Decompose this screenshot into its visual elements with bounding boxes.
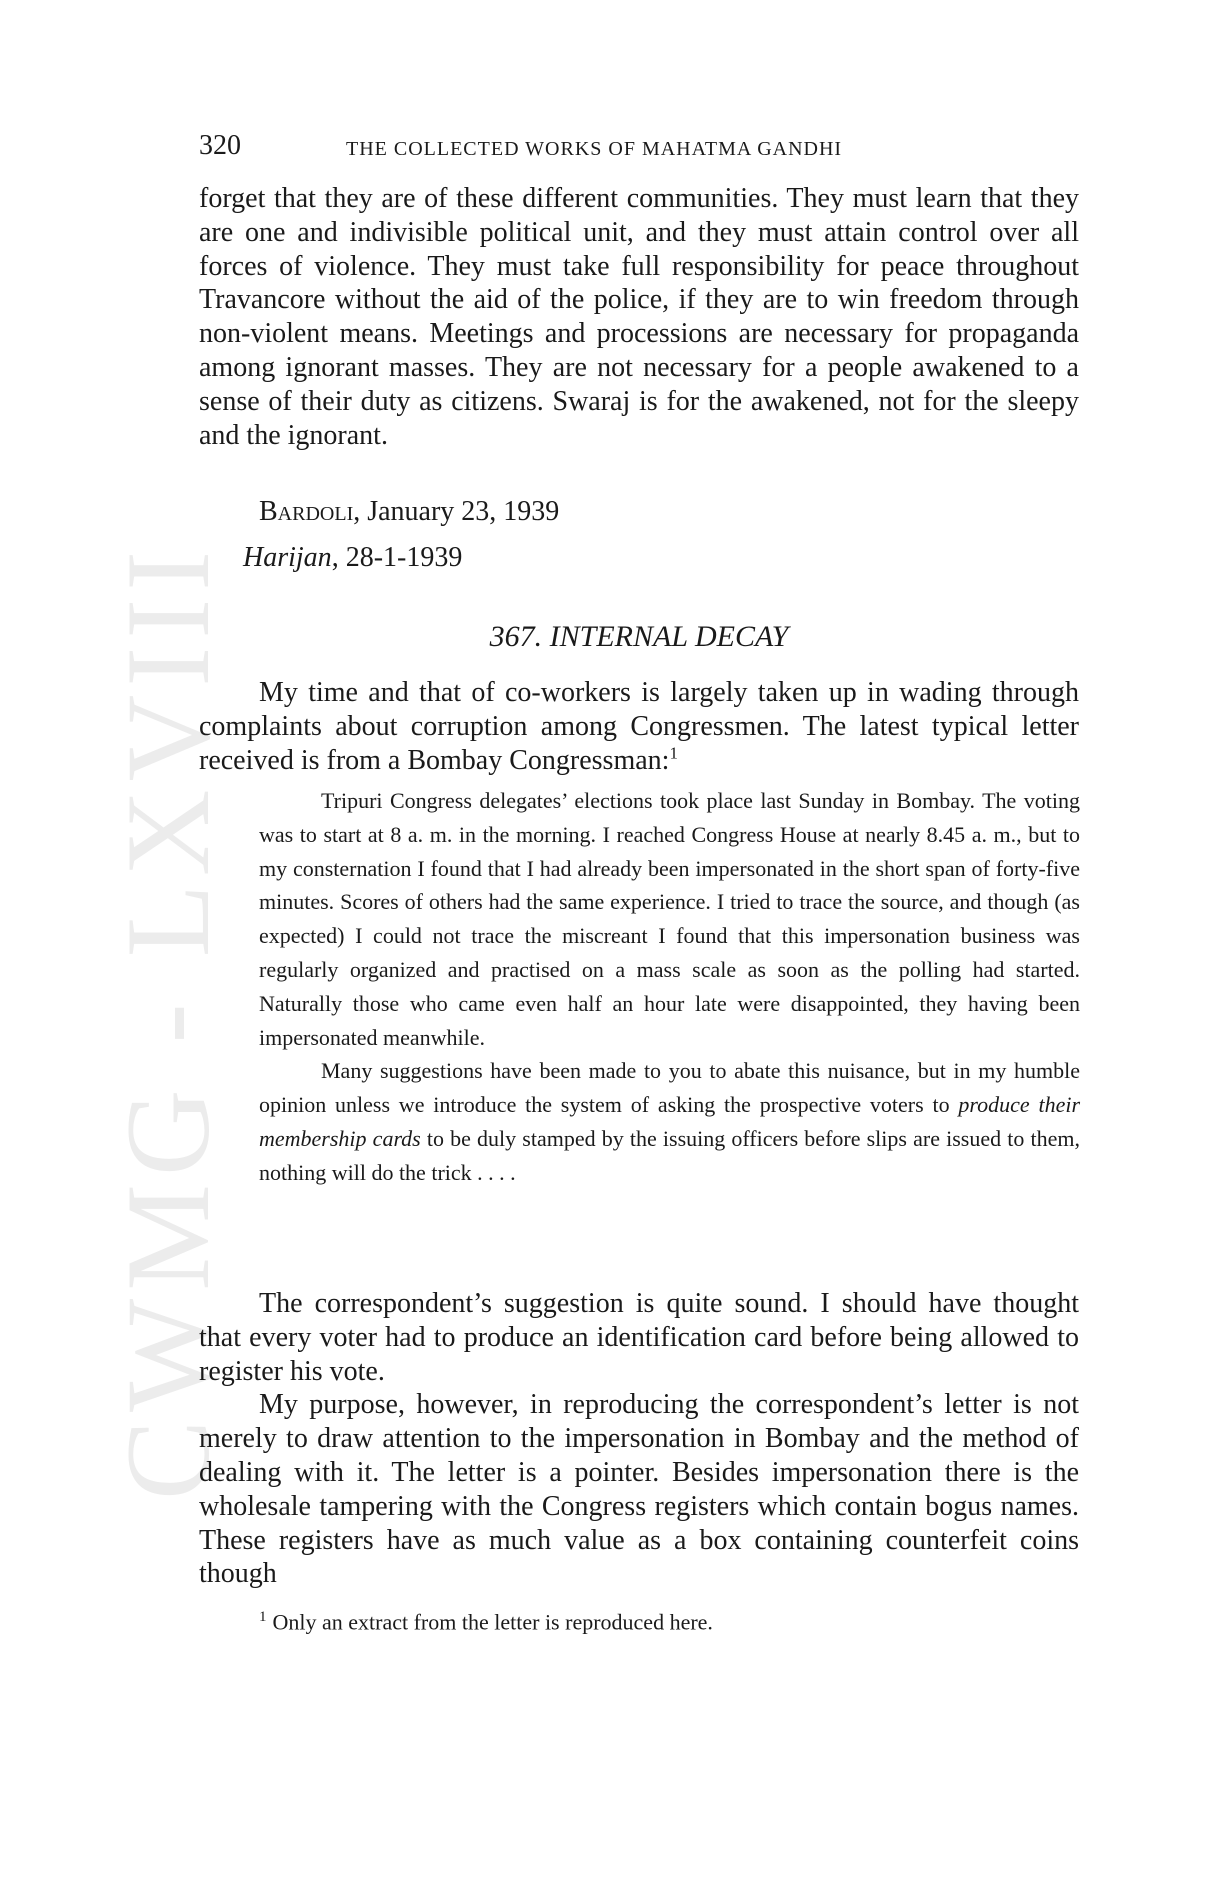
source-date: 28-1-1939 [345,542,463,573]
page-number: 320 [199,130,241,161]
quote-emphasis: produce their membership cards [259,1092,1081,1151]
footnote-marker: 1 [259,1609,267,1625]
dateline: Bardoli, January 23, 1939 [259,496,560,527]
watermark: CWMG - LXVIII [101,542,234,1500]
running-title: THE COLLECTED WORKS OF MAHATMA GANDHI [346,138,843,160]
intro-text: My time and that of co-workers is largely taken up in wading through complaints about corruption among Congressmen. The latest typical letter received is from a Bombay Congressman: [199,677,1079,776]
footnote-text: Only an extract from the letter is reproduced here. [272,1609,713,1635]
quote-text: Many suggestions have been made to you to abate this nuisance, but in my humble opinion unless we introduce the system of asking the prospective voters to [259,1058,1080,1118]
paragraph: My purpose, however, in reproducing the correspondent’s letter is not merely to draw attention to the impersonation in Bombay and the method of dealing with it. The letter is a pointer. Besides impersonation there is the wholesale tampering with the Congress registers which contain bogus names. These registers have as much value as a box containing counterfeit coins though [199,1389,1079,1590]
running-head [199,130,1079,170]
dateline-date: January 23, 1939 [367,496,560,527]
body-text-block [199,182,1079,452]
dateline-place: Bardoli [259,496,354,527]
source-publication: Harijan [243,542,332,573]
paragraph [199,676,1079,777]
body-text-block [199,676,1079,777]
body-text-block [199,1287,1079,1591]
paragraph: The correspondent’s suggestion is quite sound. I should have thought that every voter had to produce an identification card before being allowed to register his vote. [199,1288,1079,1387]
article-heading: 367. INTERNAL DECAY [489,620,789,653]
paragraph: forget that they are of these different communities. They must learn that they are one and indivisible political unit, and they must attain control over all forces of violence. They must take full responsibility for peace throughout Travancore without the aid of the police, if they are to win freedom through non-violent means. Meetings and processions are necessary for propaganda among ignorant masses. They are not necessary for a people awakened to a sense of their duty as citizens. Swaraj is for the awakened, not for the sleepy and the ignorant. [199,183,1079,451]
quote-paragraph: Tripuri Congress delegates’ elections took place last Sunday in Bombay. The voting was to start at 8 a. m. in the morning. I reached Congress House at nearly 8.45 a. m., but to my consternation I found that I had already been impersonated in the short span of forty-five minutes. Scores of others had the same experience. I tried to trace the source, and though (as expected) I could not trace the miscreant I found that this impersonation business was regularly organized and practised on a mass scale as soon as the polling had started. Naturally those who came even half an hour late were disappointed, they having been impersonated meanwhile. [259,788,1080,1050]
quote-text: to be duly stamped by the issuing officers before slips are issued to them, nothing will do the trick . . . . [259,1125,1080,1185]
quote-paragraph [259,1054,1080,1189]
letter-extract [259,784,1080,1190]
footnote [259,1602,1079,1637]
source-citation: Harijan, 28-1-1939 [243,542,463,573]
footnote-reference: 1 [669,743,678,763]
